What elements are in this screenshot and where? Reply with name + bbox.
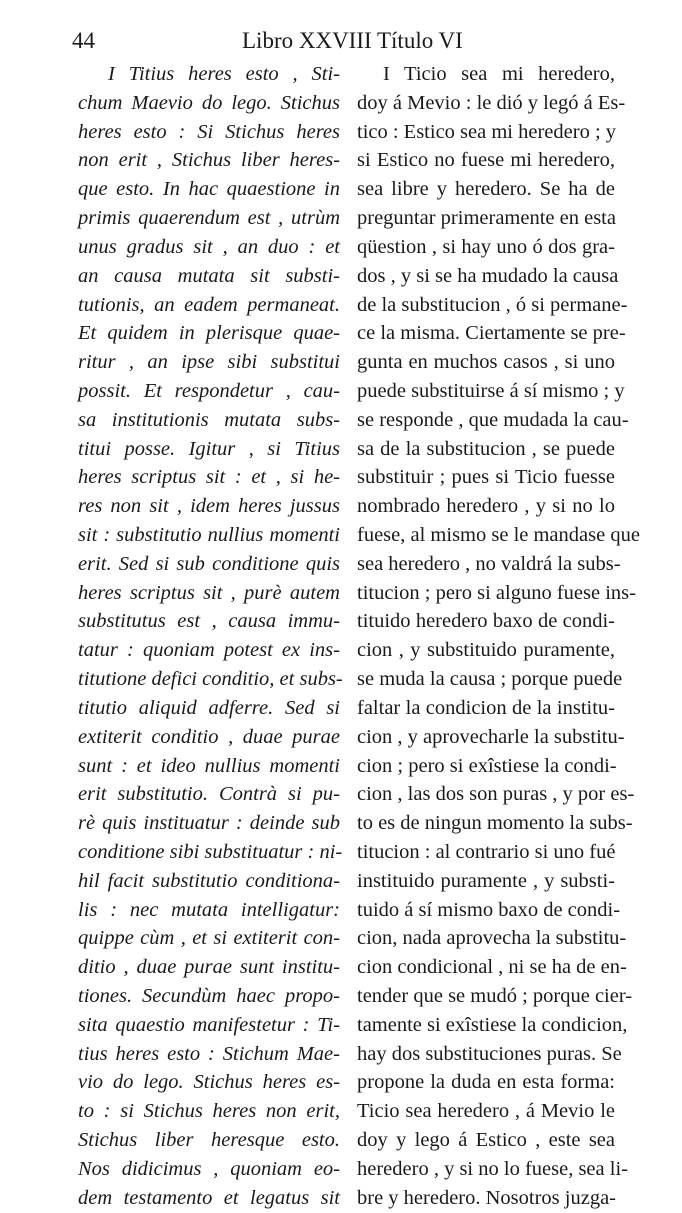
spanish-text-line: dos , y si se ha mudado la causa <box>357 264 619 287</box>
spanish-text-line: Ticio sea heredero , á Mevio le <box>357 1100 615 1123</box>
spanish-text-line: se responde , que mudada la cau- <box>357 408 629 431</box>
spanish-text-line: titucion ; pero si alguno fuese ins- <box>357 581 636 604</box>
latin-text-line: unus gradus sit , an duo : et <box>78 235 340 258</box>
spanish-text-line: propone la duda en esta forma: <box>357 1071 615 1094</box>
latin-text-line: tiones. Secundùm haec propo- <box>78 985 340 1007</box>
latin-text-line: non erit , Stichus liber heres- <box>78 149 340 172</box>
latin-text-line: titui posse. Igitur , si Titius <box>78 437 340 460</box>
latin-text-line: sita quaestio manifestetur : Ti- <box>78 1013 340 1036</box>
spanish-text-line: sea heredero , no valdrá la subs- <box>357 552 621 575</box>
spanish-text-line: se muda la causa ; porque puede <box>357 668 623 691</box>
spanish-text-line: I Ticio sea mi heredero, <box>383 63 615 85</box>
spanish-text-line: faltar la condicion de la institu- <box>357 696 615 719</box>
latin-text-line: rè quis instituatur : deinde sub <box>78 812 340 835</box>
latin-text-line: Stichus liber heresque esto. <box>78 1129 340 1152</box>
page-number: 44 <box>72 28 95 53</box>
running-head: Libro XXVIII Título VI <box>242 28 463 53</box>
latin-text-column <box>78 60 343 1213</box>
spanish-text-line: sa de la substitucion , se puede <box>357 437 615 460</box>
latin-text-line: Nos didicimus , quoniam eo- <box>78 1157 340 1180</box>
spanish-text-line: heredero , y si no lo fuese, sea li- <box>357 1157 628 1180</box>
latin-text-line: an causa mutata sit substi- <box>78 264 340 287</box>
spanish-text-line: cion , y substituido puramente, <box>357 639 615 662</box>
spanish-text-line: de la substitucion , ó si permane- <box>357 293 628 316</box>
latin-text-line: heres esto : Si Stichus heres <box>78 120 340 143</box>
latin-text-line: erit. Sed si sub conditione quis <box>78 552 340 575</box>
latin-text-line: tius heres esto : Stichum Mae- <box>78 1042 340 1065</box>
spanish-text-line: puede substituirse á sí mismo ; y <box>357 379 625 402</box>
latin-text-line: conditione sibi substituatur : ni- <box>78 840 343 863</box>
latin-text-line: quippe cùm , et si extiterit con- <box>78 927 340 950</box>
latin-text-line: ditio , duae purae sunt institu- <box>78 956 340 979</box>
spanish-text-line: tituido heredero baxo de condi- <box>357 610 615 633</box>
spanish-text-line: doy á Mevio : le dió y legó á Es- <box>357 91 626 114</box>
latin-text-line: que esto. In hac quaestione in <box>78 178 340 201</box>
spanish-text-line: cion condicional , ni se ha de en- <box>357 956 627 979</box>
latin-text-line: ritur , an ipse sibi substitui <box>78 351 340 374</box>
spanish-text-line: titucion : al contrario si uno fué <box>357 840 616 863</box>
latin-text-line: possit. Et respondetur , cau- <box>78 379 340 402</box>
latin-text-line: hil facit substitutio conditiona- <box>78 869 340 892</box>
latin-text-line: dem testamento et legatus sit <box>78 1186 340 1209</box>
latin-text-line: heres scriptus sit , purè autem <box>78 581 340 604</box>
spanish-text-line: cion , las dos son puras , y por es- <box>357 783 635 806</box>
latin-text-line: Et quidem in plerisque quae- <box>78 322 340 345</box>
spanish-text-line: ce la misma. Ciertamente se pre- <box>357 322 626 345</box>
spanish-text-line: instituido puramente , y substi- <box>357 869 615 892</box>
spanish-text-line: hay dos substituciones puras. Se <box>357 1042 622 1065</box>
latin-text-line: sit : substitutio nullius momenti <box>78 524 340 546</box>
spanish-text-line: doy y lego á Estico , este sea <box>357 1129 615 1152</box>
latin-text-line: chum Maevio do lego. Stichus <box>78 91 340 114</box>
spanish-text-line: tender que se mudó ; porque cier- <box>357 985 633 1007</box>
spanish-text-line: substituir ; pues si Ticio fuesse <box>357 466 615 489</box>
spanish-text-line: to es de ningun momento la subs- <box>357 812 633 835</box>
spanish-text-line: qüestion , si hay uno ó dos gra- <box>357 235 615 258</box>
spanish-text-line: bre y heredero. Nosotros juzga- <box>357 1186 617 1209</box>
spanish-text-column <box>357 60 640 1213</box>
latin-text-line: tutionis, an eadem permaneat. <box>78 293 340 316</box>
latin-text-line: to : si Stichus heres non erit, <box>78 1100 340 1123</box>
latin-text-line: sa institutionis mutata subs- <box>78 408 340 431</box>
spanish-text-line: cion ; pero si exîstiese la condi- <box>357 754 617 777</box>
latin-text-line: substitutus est , causa immu- <box>78 610 340 633</box>
latin-text-line: vio do lego. Stichus heres es- <box>78 1071 340 1094</box>
latin-text-line: lis : nec mutata intelligatur: <box>78 898 340 921</box>
latin-text-line: extiterit conditio , duae purae <box>78 725 340 748</box>
latin-text-line: heres scriptus sit : et , si he- <box>78 466 340 489</box>
spanish-text-line: nombrado heredero , y si no lo <box>357 495 615 518</box>
spanish-text-line: tuido á sí mismo baxo de condi- <box>357 898 621 921</box>
spanish-text-line: tamente si exîstiese la condicion, <box>357 1013 628 1036</box>
latin-text-line: titutione defici conditio, et subs- <box>78 668 343 691</box>
latin-text-line: res non sit , idem heres jussus <box>78 495 340 518</box>
spanish-text-line: si Estico no fuese mi heredero, <box>357 149 615 172</box>
spanish-text-line: cion , y aprovecharle la substitu- <box>357 725 625 748</box>
latin-text-line: erit substitutio. Contrà si pu- <box>78 783 340 806</box>
latin-text-line: primis quaerendum est , utrùm <box>78 207 340 230</box>
latin-text-line: I Titius heres esto , Sti- <box>108 63 340 85</box>
page-header <box>72 28 622 58</box>
latin-text-line: sunt : et ideo nullius momenti <box>78 754 340 777</box>
spanish-text-line: fuese, al mismo se le mandase que <box>357 524 640 546</box>
latin-text-line: tatur : quoniam potest ex ins- <box>78 639 340 662</box>
spanish-text-line: gunta en muchos casos , si uno <box>357 351 615 374</box>
spanish-text-line: tico : Estico sea mi heredero ; y <box>357 120 617 143</box>
spanish-text-line: sea libre y heredero. Se ha de <box>357 178 615 201</box>
latin-text-line: titutio aliquid adferre. Sed si <box>78 696 340 719</box>
spanish-text-line: preguntar primeramente en esta <box>357 207 616 230</box>
spanish-text-line: cion, nada aprovecha la substitu- <box>357 927 627 950</box>
